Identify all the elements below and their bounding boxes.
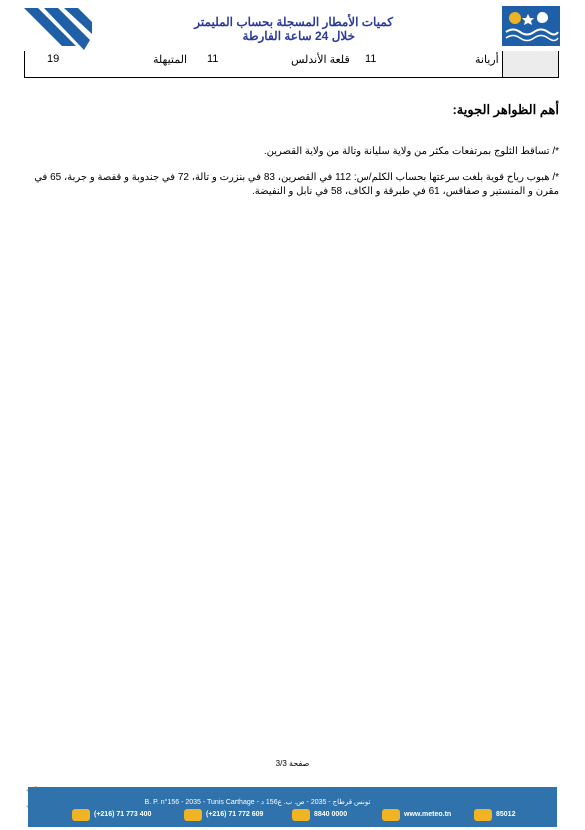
- footer-phone-3: 8840 0000: [314, 811, 348, 818]
- web-icon: [382, 809, 400, 821]
- table-cell-station: أريانة: [475, 54, 499, 66]
- header-title-line1: كميات الأمطار المسجلة بحساب المليمتر: [194, 15, 393, 29]
- table-row-empty-cell: [502, 51, 558, 77]
- footer-address: B. P. n°156 - 2035 - Tunis Carthage - تونس قرطاج - 2035 - ص. ب. ع156 د: [144, 799, 371, 806]
- mail-icon: [474, 809, 492, 821]
- footer-phone-1: (+216) 71 773 400: [94, 811, 152, 818]
- header-stripes-graphic: [24, 8, 94, 52]
- section-title: أهم الظواهر الجوية:: [452, 102, 559, 117]
- footer-phone-2: (+216) 71 772 609: [206, 811, 264, 818]
- institute-logo: [502, 6, 560, 46]
- header-title-line2: خلال 24 ساعة الفارطة: [242, 29, 355, 43]
- footer-website[interactable]: www.meteo.tn: [404, 811, 452, 818]
- table-cell-value: 19: [47, 53, 60, 65]
- table-cell-value: 11: [207, 53, 219, 65]
- weather-paragraph: */ تساقط الثلوج بمرتفعات مكثر من ولاية سليانة وتالة من ولاية القصرين.: [263, 146, 559, 157]
- mobile-icon: [292, 809, 310, 821]
- rainfall-table-row: [24, 51, 559, 78]
- table-cell-station: قلعة الأندلس: [291, 54, 350, 66]
- weather-paragraph: */ هبوب رياح قوية بلغت سرعتها بحساب الكلم/س: 112 في القصرين، 83 في بنزرت و تالة، 72 في جندوبة و قفصة و جربة، 65 في مقرن و المنستير و صفاقس، 61 في طبرقة و الكاف، 58 في نابل و النفيضة.: [34, 172, 559, 197]
- fax-icon: [184, 809, 202, 821]
- footer-bar: [28, 787, 557, 827]
- table-cell-station: المتيهلة: [153, 54, 188, 66]
- page-number: صفحة 3/3: [275, 759, 310, 768]
- phone-icon: [72, 809, 90, 821]
- table-cell-value: 11: [365, 53, 377, 65]
- footer-postal-code: 85012: [496, 811, 516, 818]
